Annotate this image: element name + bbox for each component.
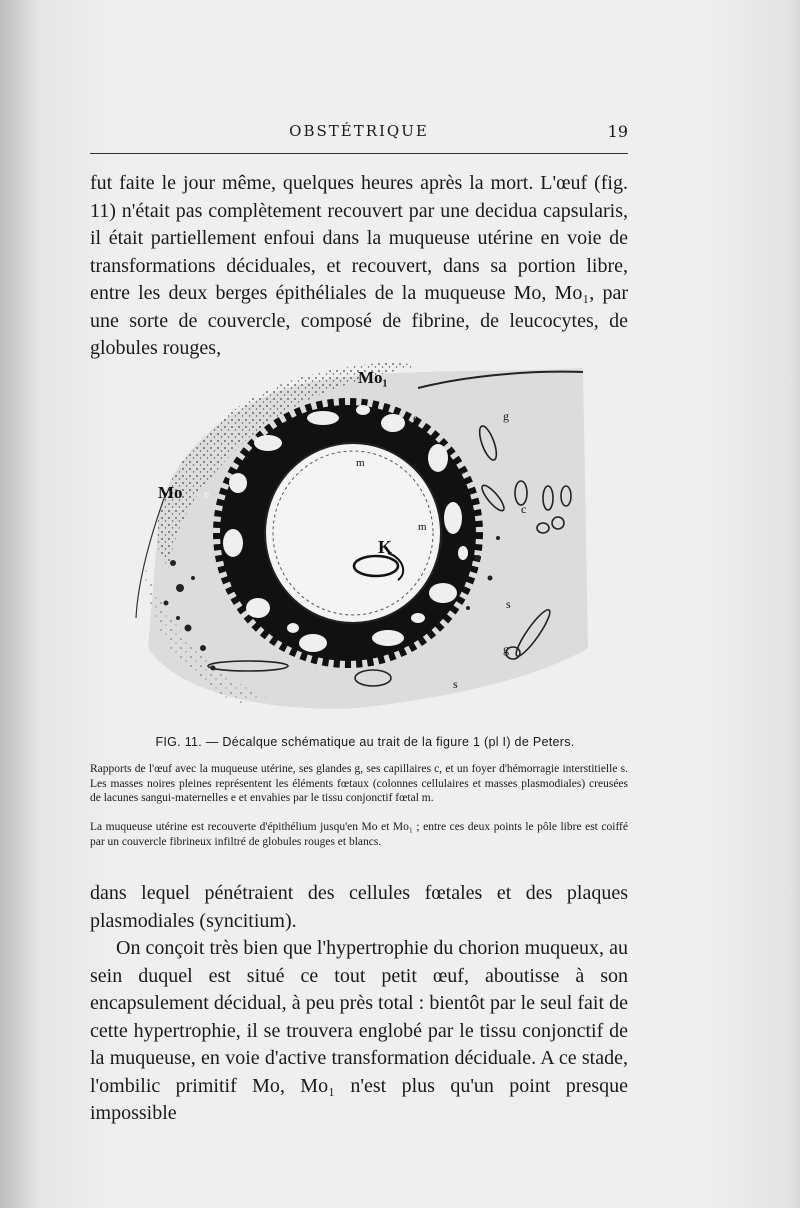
label-s: s bbox=[506, 597, 511, 611]
paragraph-bottom-2: On conçoit très bien que l'hypertrophie du chorion muqueux, au sein duquel est situé ce tout petit œuf, aboutisse à son encapsulement décidual, à peu près total : bientôt par le seul fait de cette hypertrophie, il se trouvera englobé par le tissu conjonctif de la muqueuse, en voie d'active transformation déciduale. A ce stade, l'ombilic primitif Mo, Mo₁ n'est plus qu'un point presque impossible bbox=[90, 937, 628, 1124]
label-s-2: s bbox=[453, 677, 458, 691]
running-header bbox=[90, 118, 628, 148]
header-rule bbox=[90, 153, 628, 154]
label-mo1: Mo₁ bbox=[358, 368, 388, 387]
label-m-right: m bbox=[418, 521, 427, 533]
page-number: 19 bbox=[607, 122, 628, 141]
legend-paragraph-1: Rapports de l'œuf avec la muqueuse utérine, ses glandes g, ses capillaires c, et un foyer d'hémorragie interstitielle s. Les masses noires pleines représentent les éléments fœtaux (colonnes cellulaires et masses plasmodiales) creusées de lacunes sangui-maternelles e et envahies par le tissu conjonctif fœtal m. bbox=[90, 763, 628, 804]
label-g: g bbox=[503, 409, 509, 423]
body-text-top bbox=[90, 170, 628, 363]
label-e-2: e bbox=[413, 411, 419, 425]
paragraph-top: fut faite le jour même, quelques heures après la mort. L'œuf (fig. 11) n'était pas complètement recouvert par une decidua capsularis, il était partiellement enfoui dans la muqueuse utérine en voie de transformations déciduales, et recouvert, dans sa portion libre, entre les deux berges épithéliales de la muqueuse Mo, Mo₁, par une sorte de couvercle, composé de fibrine, de leucocytes, de globules rouges, bbox=[90, 172, 628, 359]
label-e: e bbox=[204, 487, 210, 501]
legend-paragraph-2: La muqueuse utérine est recouverte d'épithélium jusqu'en Mo et Mo₁ ; entre ces deux points le pôle libre est coiffé par un couvercle fibrineux infiltré de globules rouges et blancs. bbox=[90, 821, 628, 848]
figure-caption: FIG. 11. — Décalque schématique au trait de la figure 1 (pl I) de Peters. bbox=[155, 735, 575, 749]
paragraph-bottom-1: dans lequel pénétraient des cellules fœtales et des plaques plasmodiales (syncitium). bbox=[90, 882, 628, 932]
body-text-bottom bbox=[90, 880, 628, 1128]
figure-legend-2 bbox=[90, 820, 628, 849]
running-title: OBSTÉTRIQUE bbox=[289, 122, 429, 140]
label-m-top: m bbox=[356, 457, 365, 469]
figure-11 bbox=[118, 348, 600, 720]
label-c: c bbox=[521, 502, 527, 516]
label-g-2: g bbox=[503, 642, 509, 656]
embryo bbox=[354, 556, 398, 576]
egg-diagram bbox=[118, 348, 600, 720]
label-m-left: m bbox=[250, 529, 259, 541]
label-mo: Mo bbox=[158, 483, 183, 502]
figure-legend-1 bbox=[90, 762, 628, 806]
egg-cavity bbox=[265, 443, 441, 623]
label-k: K bbox=[378, 537, 393, 557]
